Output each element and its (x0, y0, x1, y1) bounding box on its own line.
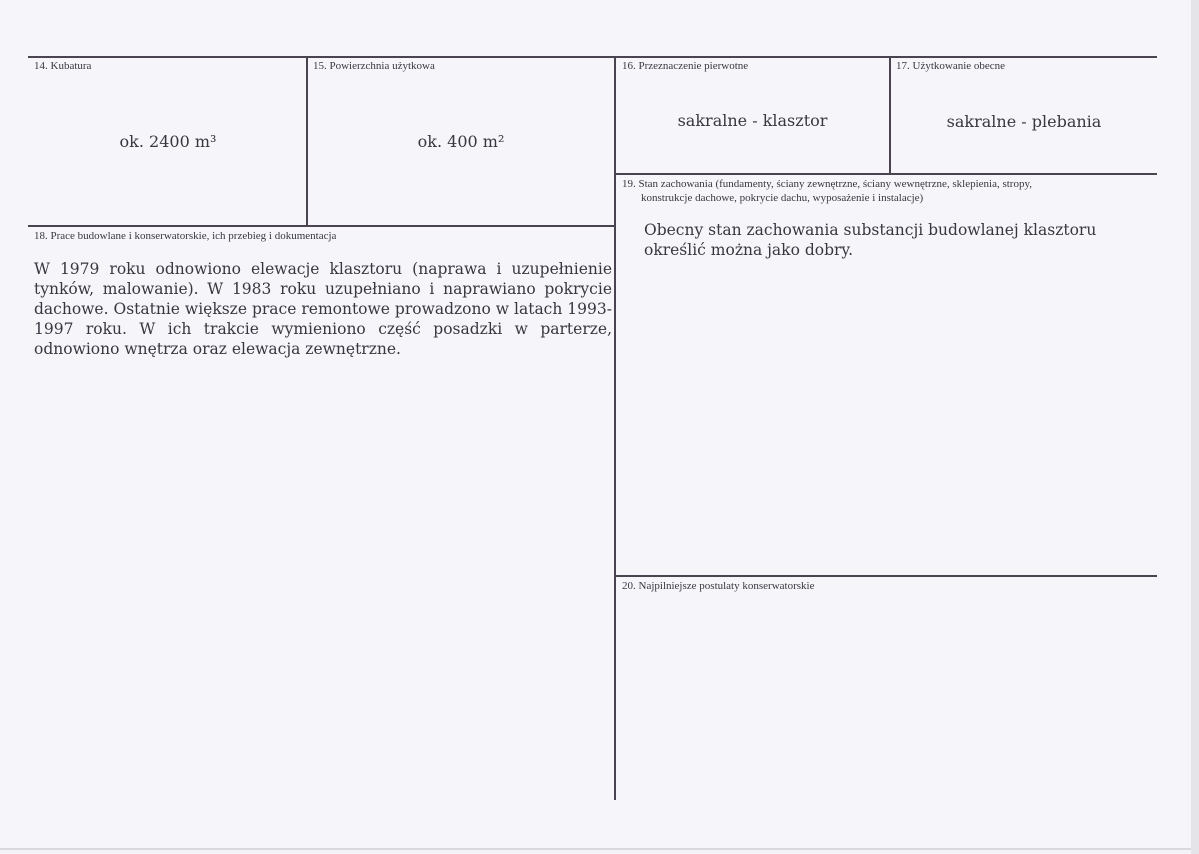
page-edge (1191, 0, 1199, 854)
divider-center (614, 56, 616, 800)
field-14-label: 14. Kubatura (34, 60, 92, 72)
field-15-value: ok. 400 m² (417, 132, 505, 151)
field-14-value: ok. 2400 m³ (119, 132, 217, 151)
rule-right-upper (616, 173, 1157, 175)
field-20-label: 20. Najpilniejsze postulaty konserwatorskie (622, 580, 815, 592)
field-16-value: sakralne - klasztor (677, 111, 828, 130)
top-rule (28, 56, 1157, 58)
field-15-label: 15. Powierzchnia użytkowa (313, 60, 435, 72)
rule-right-lower (616, 575, 1157, 577)
field-19-label-line1: 19. Stan zachowania (fundamenty, ściany zewnętrzne, ściany wewnętrzne, sklepienia, stropy, (622, 178, 1033, 190)
field-19-label-line2: konstrukcje dachowe, pokrycie dachu, wyposażenie i instalacje) (641, 192, 924, 204)
rule-left-mid (28, 225, 616, 227)
field-18-label: 18. Prace budowlane i konserwatorskie, ich przebieg i dokumentacja (34, 230, 337, 242)
field-17-value: sakralne - plebania (946, 112, 1102, 131)
field-16-label: 16. Przeznaczenie pierwotne (622, 60, 749, 72)
field-18-value: W 1979 roku odnowiono elewacje klasztoru (naprawa i uzupełnienie tynków, malowanie). W 1983 roku uzupełniano i naprawiano pokrycie dachowe. Ostatnie większe prace remontowe prowadzono w latach 1993-1997 roku. W ich trakcie wymieniono część posadzki w parterze, odnowiono wnętrza oraz elewacja zewnętrzne. (34, 260, 612, 358)
field-17-label: 17. Użytkowanie obecne (896, 60, 1006, 72)
field-19-value: Obecny stan zachowania substancji budowlanej klasztoru określić można jako dobry. (644, 221, 1097, 259)
